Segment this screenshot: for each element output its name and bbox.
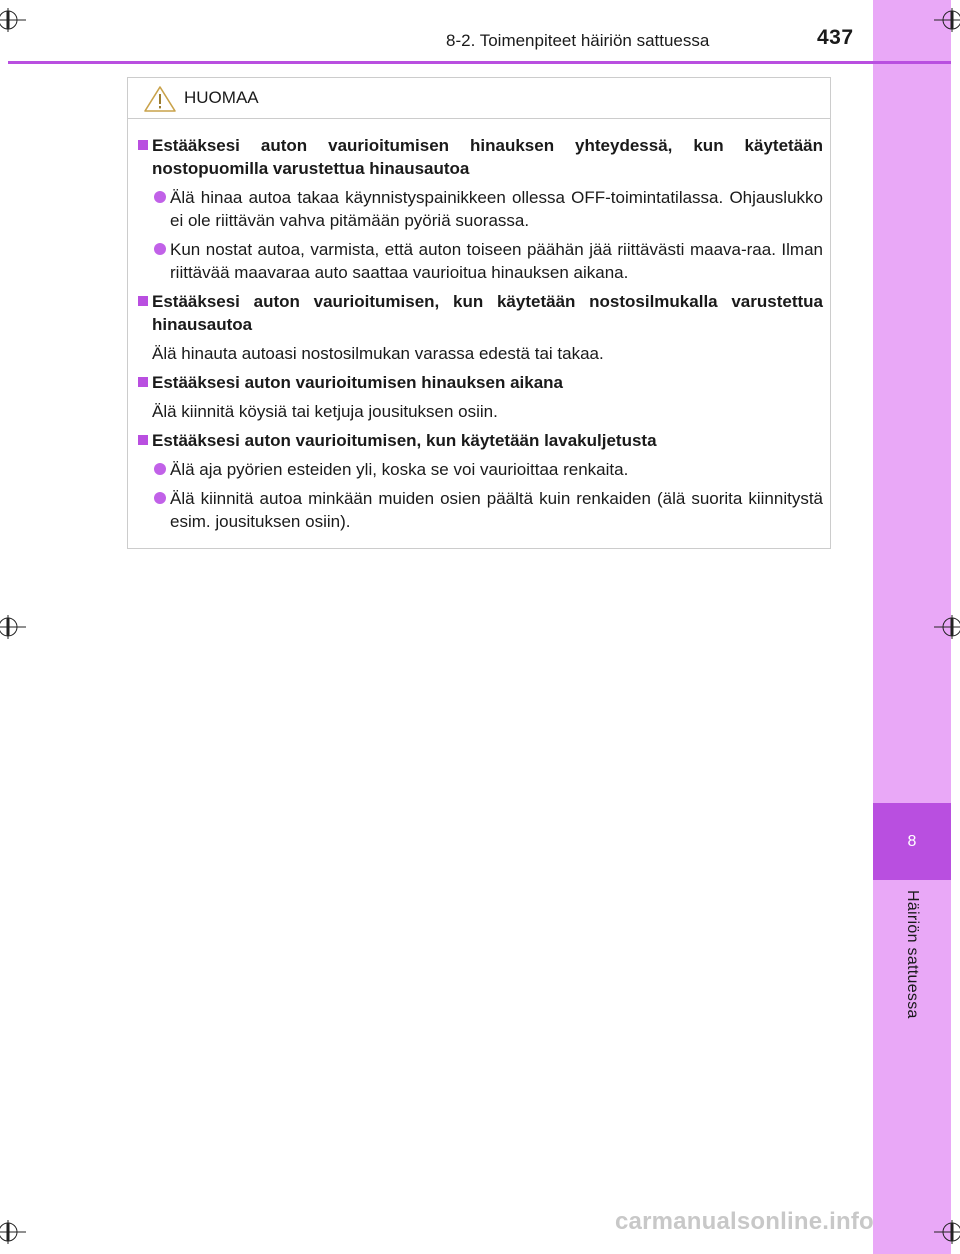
notice-body — [138, 134, 823, 539]
registration-mark-icon — [0, 0, 34, 40]
round-bullet-icon — [154, 492, 166, 504]
chapter-number: 8 — [907, 832, 917, 850]
registration-mark-icon — [926, 0, 960, 40]
registration-mark-icon — [0, 1212, 34, 1252]
square-bullet-icon — [138, 140, 148, 150]
notice-paragraph: Älä kiinnitä köysiä tai ketjuja jousituksen osiin. — [152, 402, 498, 421]
square-bullet-icon — [138, 296, 148, 306]
registration-mark-icon — [926, 1212, 960, 1252]
square-bullet-icon — [138, 435, 148, 445]
notice-title: HUOMAA — [184, 88, 259, 107]
notice-heading — [138, 371, 823, 394]
section-title: 8-2. Toimenpiteet häiriön sattuessa — [446, 31, 710, 50]
notice-bullet-text: Älä kiinnitä autoa minkään muiden osien päältä kuin renkaiden (älä suorita kiinnitystä esim. jousituksen osiin). — [170, 489, 823, 531]
notice-heading — [138, 134, 823, 180]
round-bullet-icon — [154, 463, 166, 475]
registration-mark-icon — [0, 607, 34, 647]
notice-bullet — [138, 487, 823, 533]
notice-bullet-text: Älä aja pyörien esteiden yli, koska se voi vaurioittaa renkaita. — [170, 460, 629, 479]
round-bullet-icon — [154, 191, 166, 203]
notice-header — [128, 78, 830, 119]
watermark: carmanualsonline.info — [615, 1208, 874, 1235]
notice-heading-text: Estääksesi auton vaurioitumisen hinauksen aikana — [152, 373, 563, 392]
notice-paragraph: Älä hinauta autoasi nostosilmukan varassa edestä tai takaa. — [152, 344, 604, 363]
chapter-label-container — [873, 890, 951, 1040]
notice-heading-text: Estääksesi auton vaurioitumisen, kun käytetään lavakuljetusta — [152, 431, 657, 450]
notice-heading — [138, 290, 823, 336]
page-number: 437 — [817, 26, 854, 49]
warning-triangle-icon — [143, 85, 177, 113]
notice-heading-text: Estääksesi auton vaurioitumisen hinauksen yhteydessä, kun käytetään nostopuomilla varustettua hinausautoa — [152, 136, 823, 178]
notice-heading-text: Estääksesi auton vaurioitumisen, kun käytetään nostosilmukalla varustettua hinausautoa — [152, 292, 823, 334]
notice-bullet-text: Kun nostat autoa, varmista, että auton toiseen päähän jää riittävästi maava-raa. Ilman riittävää maavaraa auto saattaa vaurioitua hinauksen aikana. — [170, 240, 823, 282]
chapter-label: Häiriön sattuessa — [904, 890, 921, 1019]
notice-heading — [138, 429, 823, 452]
notice-bullet — [138, 458, 823, 481]
round-bullet-icon — [154, 243, 166, 255]
notice-bullet-text: Älä hinaa autoa takaa käynnistyspainikkeen ollessa OFF-toimintatilassa. Ohjauslukko ei ole riittävän vahva pitämään pyöriä suorassa. — [170, 188, 823, 230]
chapter-number-badge — [873, 803, 951, 880]
square-bullet-icon — [138, 377, 148, 387]
notice-box — [127, 77, 831, 549]
registration-mark-icon — [926, 607, 960, 647]
notice-bullet — [138, 186, 823, 232]
header-rule — [8, 61, 951, 64]
notice-bullet — [138, 238, 823, 284]
